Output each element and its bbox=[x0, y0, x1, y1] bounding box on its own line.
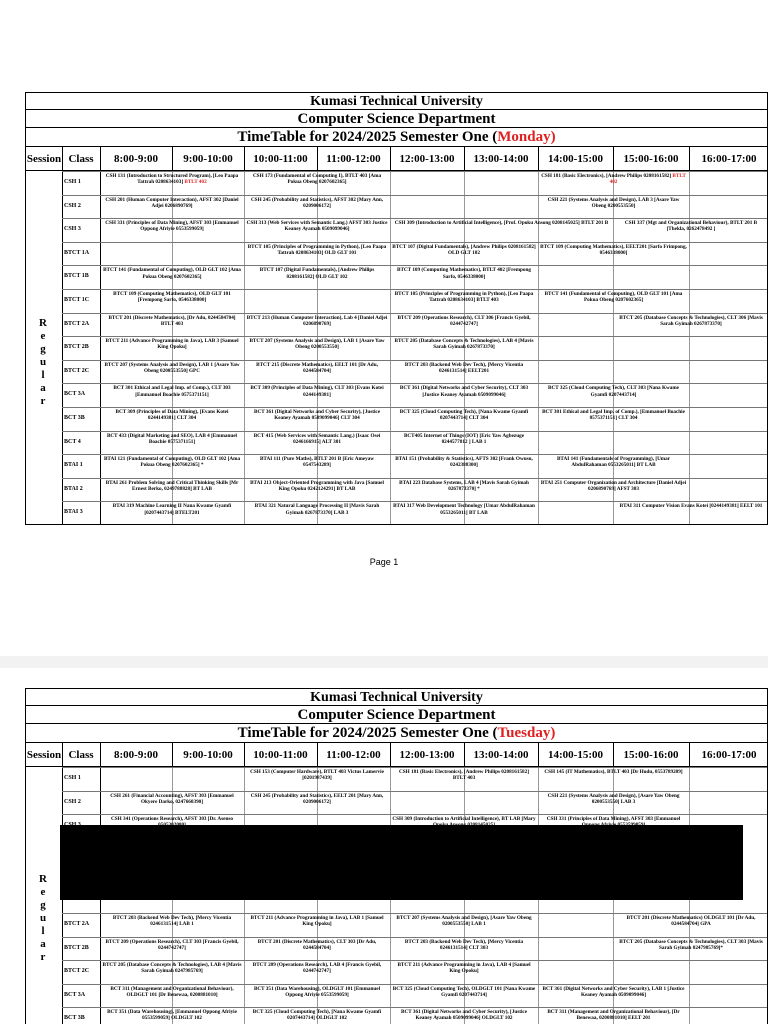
column-divider bbox=[317, 743, 318, 766]
course-cell bbox=[246, 220, 388, 241]
column-header: Class bbox=[68, 749, 94, 761]
column-header: 16:00-17:00 bbox=[701, 153, 757, 165]
course-cell bbox=[615, 915, 767, 936]
course-cell bbox=[246, 769, 388, 790]
course-cell bbox=[392, 315, 536, 336]
course-text: BTAI 317 Web Development Technology [Umar AbdulRahaman 0553265011] BT LAB bbox=[393, 503, 535, 516]
page-2 bbox=[0, 668, 768, 1024]
column-header: Session bbox=[26, 749, 62, 761]
course-text: BTCT 201 (Discrete Mathematics) OLDGLT 101 [Dr Adu, 0244584704] GPA bbox=[626, 915, 756, 928]
column-divider bbox=[172, 743, 173, 766]
course-text: BTCT 141 (Fundamental of Computing), OLD GLT 101 [Ama Pokua Obeng 0207602365] bbox=[544, 291, 683, 304]
course-text: BTCT 205 (Database Concepts & Technologies), CLT 303 [Mavis Sarah Gyimah 0247985769]* bbox=[619, 938, 763, 951]
course-cell bbox=[392, 503, 536, 524]
column-divider bbox=[100, 171, 101, 524]
course-text: BTCT 209 (Operations Research), CLT 303 [Francis Gyebil, 0244742747] bbox=[105, 938, 239, 951]
course-cell bbox=[246, 385, 388, 406]
session-letter: u bbox=[39, 356, 47, 368]
row-divider bbox=[62, 313, 767, 314]
course-cell bbox=[102, 220, 242, 241]
session-letter: e bbox=[40, 886, 46, 898]
course-text: BTAI 223 Database Systems, LAB 4 [Mavis Sarah Gyimah 0267873370] * bbox=[399, 479, 529, 493]
course-text: CSH 341 (Operations Research), AFST 303 [Dr. Asenso bbox=[111, 816, 233, 822]
row-divider bbox=[62, 171, 767, 172]
column-header: Class bbox=[68, 153, 94, 165]
title-suffix: ) bbox=[550, 129, 556, 145]
session-letter: a bbox=[40, 938, 46, 950]
column-divider bbox=[172, 147, 173, 170]
course-cell bbox=[102, 433, 242, 454]
session-letter: u bbox=[39, 912, 47, 924]
course-text: CSH 261 (Financial Accounting), AFST 303 [Emmanuel Okyere Darko, 0247660390] bbox=[110, 792, 234, 805]
course-text: BCT 301 Ethical and Legal Imp. of Comp.), [Emmanuel Boachie 0575371151] CLT 304 bbox=[542, 409, 685, 422]
course-cell bbox=[102, 793, 242, 814]
course-cell bbox=[540, 1009, 687, 1024]
course-cell bbox=[540, 197, 687, 218]
class-label: BTCT 2A bbox=[64, 921, 90, 927]
course-text: BCT405 Internet of Things (IOT) [Eric Yaw Agbezuge 0244577812 ] LAB 1 bbox=[403, 432, 525, 445]
course-text: CSH 331 (Principles of Data Mining), AFST 303 [Emmanuel Oppong Afriyie 0553599059] bbox=[105, 220, 239, 233]
session-letter: l bbox=[41, 925, 45, 937]
course-text: BTCT 203 (Backend Web Dev Tech), [Mercy Vicentia 0246131514] LAB 1 bbox=[112, 915, 232, 928]
row-divider bbox=[62, 242, 767, 243]
row-divider bbox=[62, 767, 767, 768]
row-divider bbox=[62, 501, 767, 502]
course-cell bbox=[615, 503, 767, 524]
course-text: BTAI 213 Object-Oriented Programming with Java [Samuel King Opoku 0242124291] BT LAB bbox=[250, 479, 384, 493]
university-name: Kumasi Technical University bbox=[26, 689, 767, 706]
course-text: CSH 337 (Mgt and Organizational Behaviour), BTLT 201 B [Thekla, 0262478492 ] bbox=[624, 220, 758, 233]
session-letter: R bbox=[39, 317, 47, 329]
row-divider bbox=[62, 984, 767, 985]
class-label: CSH 3 bbox=[64, 226, 81, 233]
column-divider bbox=[390, 171, 391, 524]
course-text: BTCT 203 (Backend Web Dev Tech), [Mercy Vicentia 0246131514] EELT201 bbox=[404, 361, 524, 375]
course-cell bbox=[540, 456, 687, 477]
column-header: 16:00-17:00 bbox=[701, 749, 757, 761]
class-label: CSH 2 bbox=[64, 202, 81, 209]
column-header: 13:00-14:00 bbox=[473, 749, 529, 761]
course-text: BTCT 205 (Database Concepts & Technologies), LAB 4 [Mavis Sarah Gyimah 0247985769] bbox=[102, 962, 242, 975]
column-header: 10:00-11:00 bbox=[253, 153, 308, 165]
department-name: Computer Science Department bbox=[26, 110, 767, 128]
column-header: 8:00-9:00 bbox=[114, 153, 158, 165]
course-text: BTCT 201 (Discrete Mathematics), CLT 303 [Dr Adu, 0244584704] bbox=[257, 938, 377, 951]
course-cell bbox=[392, 385, 536, 406]
course-text: BTCT 209 (Operations Research), LAB 4 [Francis Gyebil, 0244742747] bbox=[252, 962, 382, 975]
row-divider bbox=[62, 431, 767, 432]
row-divider bbox=[62, 791, 767, 792]
course-cell bbox=[246, 1009, 388, 1024]
course-cell bbox=[102, 503, 242, 524]
title-prefix: TimeTable for 2024/2025 Semester One ( bbox=[237, 725, 498, 741]
column-header: 15:00-16:00 bbox=[623, 749, 679, 761]
course-text: BTCT 211 (Advance Programming in Java), LAB 4 [Samuel King Opoku] bbox=[397, 962, 531, 975]
course-text: BTCT 205 (Database Concepts & Technologies), LAB 4 [Mavis Sarah Gyimah 0267873370] bbox=[394, 338, 534, 351]
course-text: CSH 245 (Probability and Statistics), AFST 302 [Mary Ann, 0209006172] bbox=[250, 196, 384, 209]
university-name: Kumasi Technical University bbox=[26, 93, 767, 110]
class-label: BTCT 1C bbox=[64, 297, 90, 303]
course-cell bbox=[102, 456, 242, 477]
course-cell bbox=[246, 433, 388, 454]
row-divider bbox=[62, 913, 767, 914]
column-divider bbox=[62, 147, 63, 170]
course-cell bbox=[246, 197, 388, 218]
class-label: BTCT 2B bbox=[64, 944, 89, 951]
course-text: BTCT 141 (Fundamental of Computing), OLD GLT 102 [Ama Pokua Obeng 0207602365] bbox=[103, 267, 241, 280]
day-name: Tuesday bbox=[497, 725, 551, 741]
column-divider bbox=[538, 147, 539, 170]
room-label: BTLT 402 bbox=[609, 173, 686, 186]
course-cell bbox=[540, 385, 687, 406]
course-text: BTCT 109 (Computing Mathematics), EELT201 [Sarfo Frimpong, 0546338000] bbox=[540, 243, 687, 257]
course-cell bbox=[102, 291, 242, 312]
course-cell bbox=[392, 267, 536, 288]
course-text: BTCT 207 (Systems Analysis and Design), LAB 1 [Asare Yaw Obeng 0200553550] bbox=[249, 338, 385, 351]
course-cell bbox=[540, 793, 687, 814]
course-text: BTCT 213 (Human Computer Interaction), Lab 4 [Daniel Adjei 0206890769] bbox=[246, 314, 388, 327]
page-number: Page 1 bbox=[369, 557, 399, 567]
column-divider bbox=[62, 743, 63, 766]
class-label: BTCT 2B bbox=[64, 344, 89, 351]
course-cell bbox=[392, 1009, 536, 1024]
class-label: BTAI 2 bbox=[64, 485, 83, 492]
course-text: BTCT 109 (Computing Mathematics), OLD GLT 101 [Frempong Sarfo, 0546338000] bbox=[113, 291, 231, 304]
course-cell bbox=[246, 793, 388, 814]
course-cell bbox=[392, 291, 536, 312]
course-cell bbox=[102, 385, 242, 406]
class-label: BCT 3A bbox=[64, 991, 86, 998]
course-text: BCT 311 (Management and Organizational Behaviour), [Dr Benewaa, 0200881010] EELT 201 bbox=[547, 1009, 680, 1022]
row-divider bbox=[62, 265, 767, 266]
column-header: Session bbox=[26, 153, 62, 165]
column-header-row bbox=[26, 147, 767, 171]
course-cell bbox=[102, 267, 242, 288]
column-header: 14:00-15:00 bbox=[548, 153, 603, 165]
course-cell bbox=[392, 362, 536, 383]
class-label: BCT 4 bbox=[64, 438, 81, 445]
course-cell bbox=[246, 173, 388, 194]
course-cell bbox=[102, 173, 242, 194]
course-cell bbox=[392, 456, 536, 477]
column-header: 8:00-9:00 bbox=[114, 749, 158, 761]
course-cell bbox=[246, 244, 388, 265]
class-label: BTAI 3 bbox=[64, 509, 83, 516]
column-divider bbox=[464, 743, 465, 766]
course-text: CSH 221 (Systems Analysis and Design), LAB 3 [Asare Yaw Obeng 0200553550] bbox=[547, 196, 680, 209]
row-divider bbox=[62, 814, 767, 815]
course-text: CSH 331 (Principles of Data Mining), AFST 303 [Emmanuel bbox=[546, 816, 681, 822]
column-divider bbox=[538, 743, 539, 766]
course-text: BTCT 109 (Computing Mathematics), BTLT 402 [Frempong Sarfo, 0546338000] bbox=[397, 267, 531, 280]
column-divider bbox=[689, 147, 690, 170]
session-letter: l bbox=[41, 369, 45, 381]
session-letter: a bbox=[40, 382, 46, 394]
course-text: BTAI 251 Computer Organization and Architecture [Daniel Adjei 0206890769] AFST 303 bbox=[540, 479, 687, 493]
class-label: CSH 1 bbox=[64, 179, 81, 185]
course-cell bbox=[540, 986, 687, 1007]
course-cell bbox=[246, 939, 388, 960]
course-text: BTCT 203 (Backend Web Dev Tech), [Mercy Vicentia 0246131514] CLT 303 bbox=[404, 938, 524, 951]
column-header: 14:00-15:00 bbox=[548, 749, 603, 761]
row-divider bbox=[62, 360, 767, 361]
course-text: BTAI 321 Natural Language Processing II [Mavis Sarah Gyimah 0267873370] LAB 3 bbox=[254, 503, 380, 516]
course-text: BCT 361 (Digital Networks and Cyber Security), CLT 303 [Justice Keaney Ayamah 0509099046] bbox=[399, 385, 529, 398]
row-divider bbox=[62, 336, 767, 337]
course-cell bbox=[246, 503, 388, 524]
class-label: BTAI 1 bbox=[64, 462, 83, 469]
course-cell bbox=[540, 173, 687, 194]
department-name: Computer Science Department bbox=[26, 706, 767, 724]
class-label: BCT 3B bbox=[64, 415, 85, 421]
course-cell bbox=[540, 291, 687, 312]
class-label: BTCT 1A bbox=[64, 249, 90, 256]
course-text: BCT 309 (Principles of Data Mining), [Evans Kotei 0244149381] CLT 304 bbox=[115, 409, 229, 422]
row-divider bbox=[62, 383, 767, 384]
row-divider bbox=[62, 960, 767, 961]
course-text: BTCT 105 (Principles of Programming in Python), [Leo Paapa Tattrah 0208634103] OLD GLT 101 bbox=[247, 243, 387, 257]
day-name: Monday bbox=[497, 129, 551, 145]
column-header: 11:00-12:00 bbox=[326, 153, 381, 165]
course-text: BTAI 111 (Pure Maths), BTLT 201 B [Eric Ameyaw 0547543289] bbox=[259, 456, 375, 469]
course-text: BCT 351 (Data Warehousing), [Emmanuel Oppong Afriyie 0553599059] OLDGLT 102 bbox=[107, 1009, 237, 1022]
course-text: BCT 311 (Management and Organizational Behaviour), OLDGLT 101 [Dr Benewaa, 0200881010] bbox=[110, 985, 234, 998]
course-cell bbox=[246, 962, 388, 983]
course-text: BTCT 211 (Advance Programming in Java), LAB 1 [Samuel King Opoku] bbox=[250, 915, 384, 928]
column-header: 11:00-12:00 bbox=[326, 749, 381, 761]
column-header: 15:00-16:00 bbox=[623, 153, 679, 165]
course-cell bbox=[102, 409, 242, 430]
course-cell bbox=[102, 338, 242, 359]
course-text: BTCT 107 (Digital Fundamentals), [Andrew Philips 0208161582] OLD GLT 102 bbox=[392, 243, 536, 257]
course-text: BCT 433 (Digital Marketing and SEO), LAB 4 [Emmanuel Boachie 0575371151] bbox=[106, 432, 238, 445]
course-cell bbox=[102, 362, 242, 383]
course-text: CSH 181 (Basic Electronics), [Andrew Philips 0208161582] BTLT 403 bbox=[399, 769, 529, 782]
course-cell bbox=[392, 986, 536, 1007]
session-letter: r bbox=[40, 951, 46, 963]
course-cell bbox=[246, 456, 388, 477]
row-divider bbox=[62, 195, 767, 196]
course-text: CSH 309 (Introduction to Artificial Intelligence), [Prof. Opoku Ansong 0208145025] BTLT 201 B bbox=[394, 220, 609, 227]
course-cell bbox=[392, 915, 536, 936]
class-label: BTCT 2A bbox=[64, 320, 90, 327]
course-text: CSH 309 (Introduction to Artificial Intelligence), BT LAB [Mary bbox=[392, 816, 536, 822]
course-text: BTCT 105 (Principles of Programming in Python), [Leo Paapa Tattrah 0208634103] BTLT 403 bbox=[394, 291, 534, 304]
course-cell bbox=[102, 315, 242, 336]
column-header: 12:00-13:00 bbox=[399, 749, 455, 761]
title-prefix: TimeTable for 2024/2025 Semester One ( bbox=[237, 129, 498, 145]
column-divider bbox=[613, 147, 614, 170]
course-text: BTCT 205 (Database Concepts & Technologies), CLT 306 [Mavis Sarah Gyimah 0267873370] bbox=[619, 314, 763, 327]
course-text: CSH 221 (Systems Analysis and Design), [Asare Yaw Obeng 0200553550] LAB 3 bbox=[547, 792, 680, 805]
column-header-row bbox=[26, 743, 767, 767]
course-text: CSH 145 (IT Mathematics), BTLT 403 [Dr Hudu, 0553789209] bbox=[544, 769, 683, 775]
course-cell bbox=[392, 409, 536, 430]
course-cell bbox=[540, 480, 687, 501]
row-divider bbox=[62, 289, 767, 290]
course-text: CSH 181 (Basic Electronics), [Andrew Philips 0208161582] bbox=[541, 173, 672, 179]
column-header: 13:00-14:00 bbox=[473, 153, 529, 165]
course-text: CSH 313 (Web Services with Semantic Lang.) AFST 303 Justice Keaney Ayamah 0509099046] bbox=[246, 220, 388, 233]
course-cell bbox=[102, 197, 242, 218]
course-cell bbox=[246, 267, 388, 288]
course-cell bbox=[102, 480, 242, 501]
column-divider bbox=[244, 171, 245, 524]
timetable-title bbox=[26, 128, 767, 147]
room-label: BTLT 402 bbox=[183, 179, 207, 186]
column-header: 10:00-11:00 bbox=[253, 749, 308, 761]
column-divider bbox=[100, 743, 101, 766]
column-divider bbox=[689, 743, 690, 766]
course-text: BTCT 107 (Digital Fundamentals), [Andrew Philips 0208161582] OLD GLT 102 bbox=[259, 267, 375, 280]
course-text: BCT 325 (Cloud Computing Tech), [Nana Kwame Gyamfi 0207443714] OLDGLT 102 bbox=[252, 1009, 382, 1022]
class-label: BCT 3A bbox=[64, 391, 86, 398]
course-cell bbox=[246, 338, 388, 359]
row-divider bbox=[62, 454, 767, 455]
course-cell bbox=[392, 433, 536, 454]
course-text: BCT 361 (Digital Networks and Cyber Security), [Justice Keaney Ayamah 0509099046] OLDGLT 102 bbox=[400, 1009, 528, 1022]
course-text: BCT 361 (Digital Networks and Cyber Security), LAB 1 [Justice Keaney Ayamah 0509099046] bbox=[542, 985, 685, 998]
course-cell bbox=[102, 962, 242, 983]
course-text: BTAI 311 Computer Vision Evans Kotei [0244149381] EELT 101 bbox=[619, 503, 763, 510]
course-cell bbox=[615, 939, 767, 960]
course-text: CSH 245 (Probability and Statistics), EELT 201 [Mary Ann, 0209006172] bbox=[250, 792, 384, 805]
course-text: BCT 351 (Data Warehousing), OLDGLT 101 [Emmanuel Oppong Afriyie 0553599059] bbox=[253, 985, 381, 998]
column-divider bbox=[464, 147, 465, 170]
monday-timetable bbox=[25, 92, 768, 525]
course-text: BTAI 141 (Fundamentals of Programming), [Umar AbdulRahaman 0553265011] BT LAB bbox=[556, 456, 671, 469]
course-text: BCT 415 (Web Services with Semantic Lang.) [Isaac Osei 0246166915] ALT 301 bbox=[253, 432, 381, 445]
course-text: CSH 173 (Fundamental of Computing I), BTLT 403 [Ama Pokua Obeng 0207602365] bbox=[252, 173, 382, 186]
course-cell bbox=[392, 769, 536, 790]
course-cell bbox=[540, 244, 687, 265]
column-divider bbox=[613, 743, 614, 766]
course-cell bbox=[615, 220, 767, 241]
row-divider bbox=[62, 478, 767, 479]
course-cell bbox=[246, 480, 388, 501]
course-text: BCT 325 (Cloud Computing Tech), [Nana Kwame Gyamfi 0207443714] CLT 304 bbox=[399, 409, 529, 422]
course-text: BCT 361 (Digital Networks and Cyber Security), [Justice Keaney Ayamah 0509099046] CLT 304 bbox=[253, 409, 381, 422]
session-letter: e bbox=[40, 330, 46, 342]
course-text: BTCT 207 (Systems Analysis and Design), LAB 1 [Asare Yaw Obeng 0200553550] GPC bbox=[104, 361, 240, 375]
course-cell bbox=[246, 315, 388, 336]
course-text: BTCT 207 (Systems Analysis and Design), [Asare Yaw Obeng 0200553550] LAB 1 bbox=[396, 915, 532, 928]
course-cell bbox=[246, 362, 388, 383]
column-divider bbox=[317, 147, 318, 170]
course-cell bbox=[392, 220, 611, 241]
course-cell bbox=[246, 409, 388, 430]
course-text: BCT 309 (Principles of Data Mining), CLT 303 [Evans Kotei 0244149381] bbox=[250, 385, 384, 398]
column-header: 12:00-13:00 bbox=[399, 153, 455, 165]
session-letter: g bbox=[40, 343, 46, 355]
course-text: BTCT 209 (Operations Research), CLT 306 [Francis Gyebil, 0244742747] bbox=[397, 314, 531, 327]
column-header: 9:00-10:00 bbox=[183, 153, 233, 165]
class-label: BTCT 1B bbox=[64, 273, 89, 280]
course-cell bbox=[246, 986, 388, 1007]
timetable-title bbox=[26, 724, 767, 743]
row-divider bbox=[62, 407, 767, 408]
course-cell bbox=[102, 939, 242, 960]
class-label: CSH 2 bbox=[64, 798, 81, 805]
course-cell bbox=[392, 338, 536, 359]
course-text: BTCT 211 (Advance Programming in Java), LAB 3 [Samuel King Opoku] bbox=[105, 338, 239, 351]
column-divider bbox=[244, 147, 245, 170]
class-label: BCT 3B bbox=[64, 1015, 85, 1021]
redacted-block bbox=[60, 825, 743, 900]
column-divider bbox=[62, 171, 63, 524]
course-cell bbox=[540, 769, 687, 790]
course-cell bbox=[392, 939, 536, 960]
class-label: BTCT 2C bbox=[64, 367, 90, 374]
course-cell bbox=[540, 409, 687, 430]
column-divider bbox=[244, 743, 245, 766]
course-cell bbox=[102, 986, 242, 1007]
row-divider bbox=[62, 937, 767, 938]
course-text: BCT 325 (Cloud Computing Tech), CLT 303 [Nana Kwame Gyamfi 0207443714] bbox=[548, 385, 679, 398]
session-letter: g bbox=[40, 899, 46, 911]
course-cell bbox=[392, 244, 536, 265]
course-text: CSH 131 (Introduction to Structured Program), [Leo Paapa Tattrah 0208634103] bbox=[105, 173, 239, 186]
schedule-grid bbox=[26, 171, 767, 524]
class-label: BTCT 2C bbox=[64, 968, 90, 974]
session-letter: R bbox=[39, 873, 47, 885]
column-divider bbox=[390, 147, 391, 170]
course-text: CSH 153 (Computer Hardware), BTLT 403 Victus Lamervie [0201987439] bbox=[250, 769, 384, 782]
course-text: BTCT 201 (Discrete Mathematics), [Dr Adu, 0244584704] BTLT 403 bbox=[108, 314, 236, 327]
title-suffix: ) bbox=[550, 725, 556, 741]
course-text: BCT 325 (Cloud Computing Tech), OLDGLT 101 [Nana Kwame Gyamfi 0207443714] bbox=[392, 985, 536, 998]
column-divider bbox=[100, 147, 101, 170]
class-label: CSH 1 bbox=[64, 775, 81, 781]
course-text: BCT 301 Ethical and Legal Imp. of Comp.), CLT 303 [Emmanuel Boachie 0575371151] bbox=[113, 385, 231, 398]
course-cell bbox=[392, 962, 536, 983]
course-cell bbox=[615, 315, 767, 336]
course-text: BTAI 121 (Fundamental of Computing), OLD GLT 102 [Ama Pokua Obeng 0207602365] * bbox=[103, 456, 241, 469]
course-cell bbox=[392, 480, 536, 501]
course-text: BTAI 261 Problem Solving and Critical Thinking Skills [Mr Ernest Berko, 0249788828] BT LAB bbox=[105, 479, 239, 493]
course-cell bbox=[102, 1009, 242, 1024]
course-text: CSH 201 (Human Computer Interaction), AFST 302 [Daniel Adjei 0206890769] bbox=[105, 196, 239, 209]
course-text: BTAI 319 Machine Learning II Nana Kwame Gyamfi [0207443714] BTELT201 bbox=[112, 503, 232, 516]
row-divider bbox=[62, 1007, 767, 1008]
course-text: BTCT 215 (Discrete Mathematics), EELT 101 [Dr Adu, 0244584704] bbox=[256, 361, 378, 375]
course-cell bbox=[102, 915, 242, 936]
course-cell bbox=[246, 915, 388, 936]
session-letter: r bbox=[40, 395, 46, 407]
column-divider bbox=[390, 743, 391, 766]
column-header: 9:00-10:00 bbox=[183, 749, 233, 761]
course-text: BTAI 151 (Probability & Statistics), AFTS 302 [Frank Owusu, 0242388300] bbox=[395, 456, 533, 469]
row-divider bbox=[62, 218, 767, 219]
